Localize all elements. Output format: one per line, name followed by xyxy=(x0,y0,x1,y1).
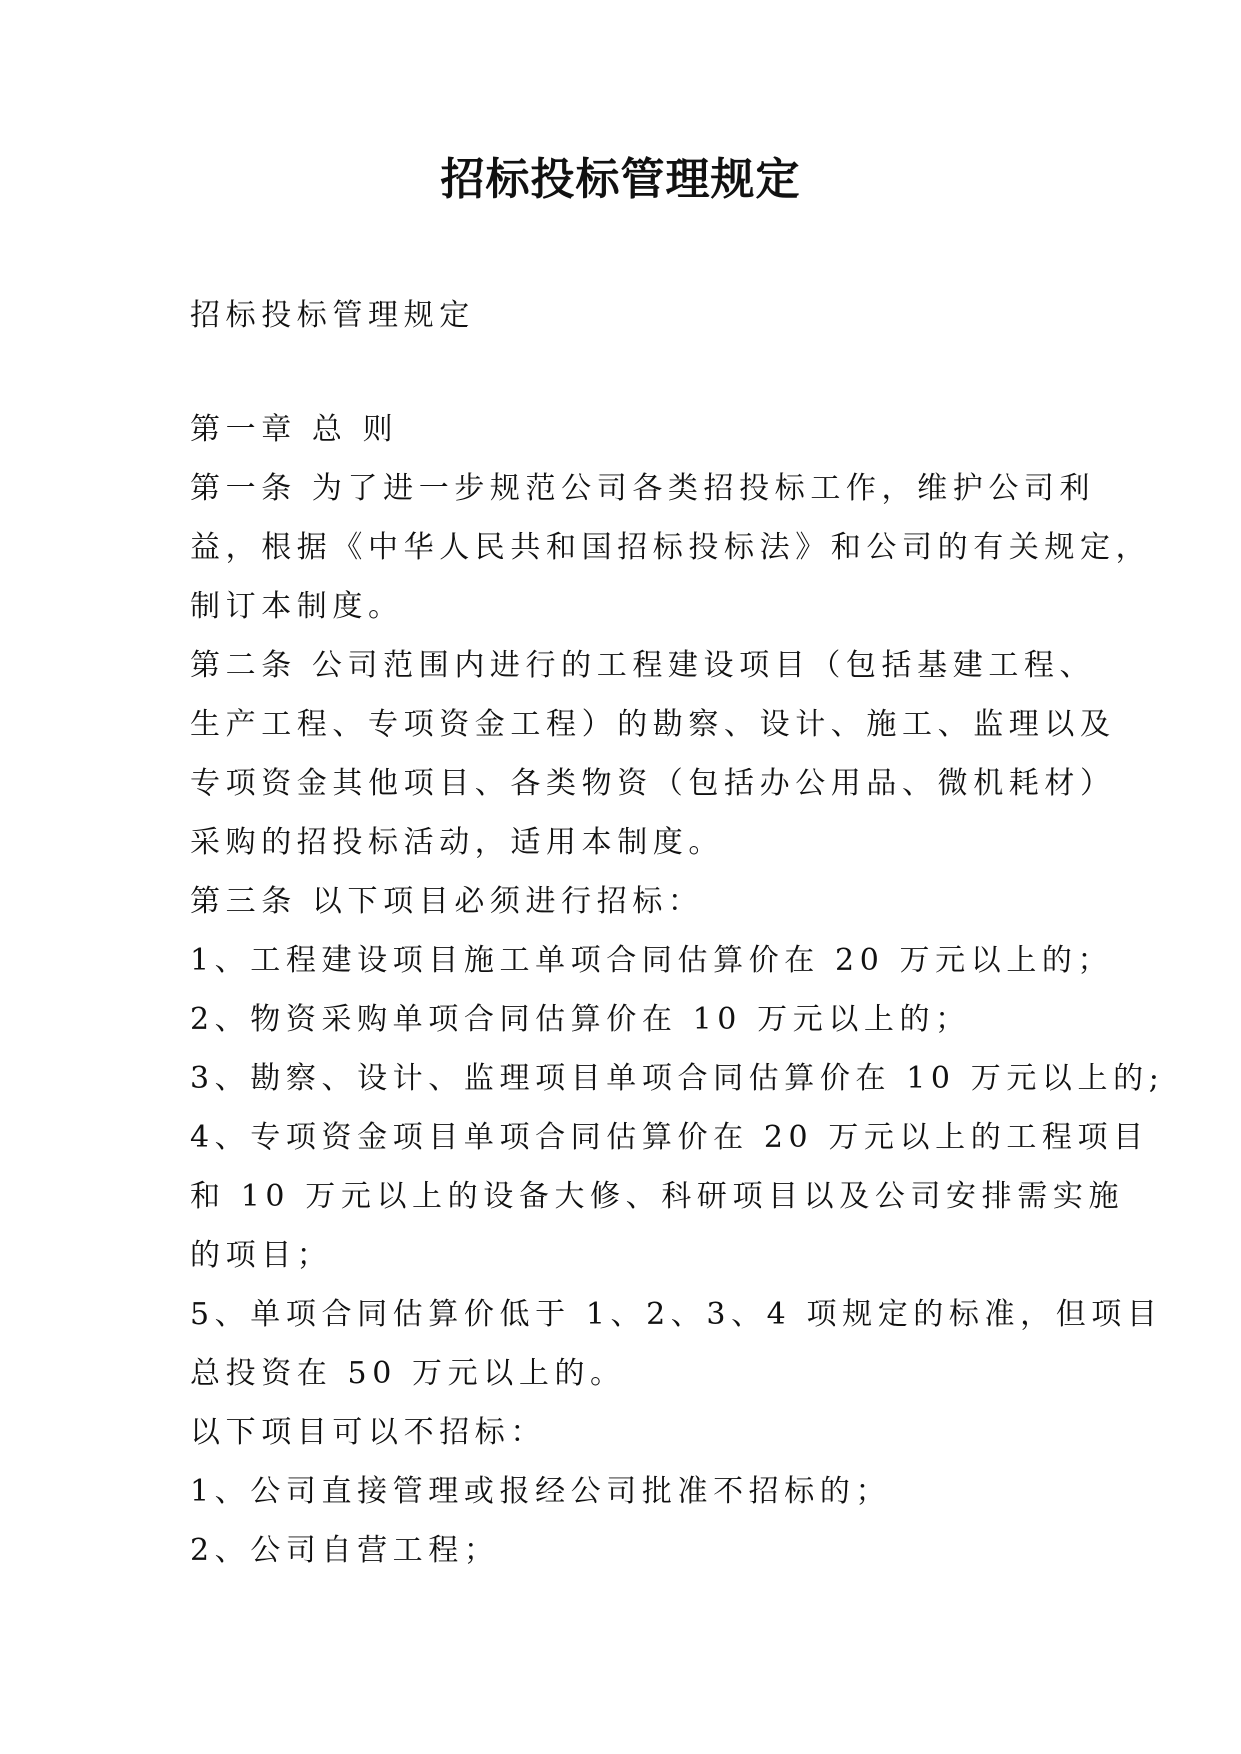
article-3-heading: 第三条 以下项目必须进行招标： xyxy=(190,884,704,919)
tender-item-4-line-3: 的项目； xyxy=(190,1238,333,1273)
tender-item-2: 2、物资采购单项合同估算价在 10 万元以上的； xyxy=(190,1002,971,1037)
tender-item-1: 1、工程建设项目施工单项合同估算价在 20 万元以上的； xyxy=(190,943,1114,978)
article-1-line-3: 制订本制度。 xyxy=(190,589,404,624)
tender-item-5-line-1: 5、单项合同估算价低于 1、2、3、4 项规定的标准，但项目 xyxy=(190,1297,1163,1332)
subtitle-line: 招标投标管理规定 xyxy=(190,298,475,333)
exemption-item-1: 1、公司直接管理或报经公司批准不招标的； xyxy=(190,1474,892,1509)
document-body xyxy=(190,400,1165,1580)
exemption-item-2: 2、公司自营工程； xyxy=(190,1533,500,1568)
document-title: 招标投标管理规定 xyxy=(440,154,801,205)
document-subtitle xyxy=(190,286,1060,345)
chapter-heading: 第一章 总 则 xyxy=(190,412,399,447)
tender-item-4-line-1: 4、专项资金项目单项合同估算价在 20 万元以上的工程项目 xyxy=(190,1120,1149,1155)
tender-item-5-line-2: 总投资在 50 万元以上的。 xyxy=(190,1356,626,1391)
tender-item-3: 3、勘察、设计、监理项目单项合同估算价在 10 万元以上的; xyxy=(190,1061,1165,1096)
tender-item-4-line-2: 和 10 万元以上的设备大修、科研项目以及公司安排需实施 xyxy=(190,1179,1125,1214)
article-2-line-2: 生产工程、专项资金工程）的勘察、设计、施工、监理以及 xyxy=(190,707,1116,742)
article-2-line-4: 采购的招投标活动，适用本制度。 xyxy=(190,825,724,860)
article-2-line-1: 第二条 公司范围内进行的工程建设项目（包括基建工程、 xyxy=(190,648,1096,683)
exemption-heading: 以下项目可以不招标： xyxy=(190,1415,546,1450)
article-1-line-2: 益，根据《中华人民共和国招标投标法》和公司的有关规定， xyxy=(190,530,1152,565)
article-1-line-1: 第一条 为了进一步规范公司各类招投标工作，维护公司利 xyxy=(190,471,1096,506)
article-2-line-3: 专项资金其他项目、各类物资（包括办公用品、微机耗材） xyxy=(190,766,1116,801)
